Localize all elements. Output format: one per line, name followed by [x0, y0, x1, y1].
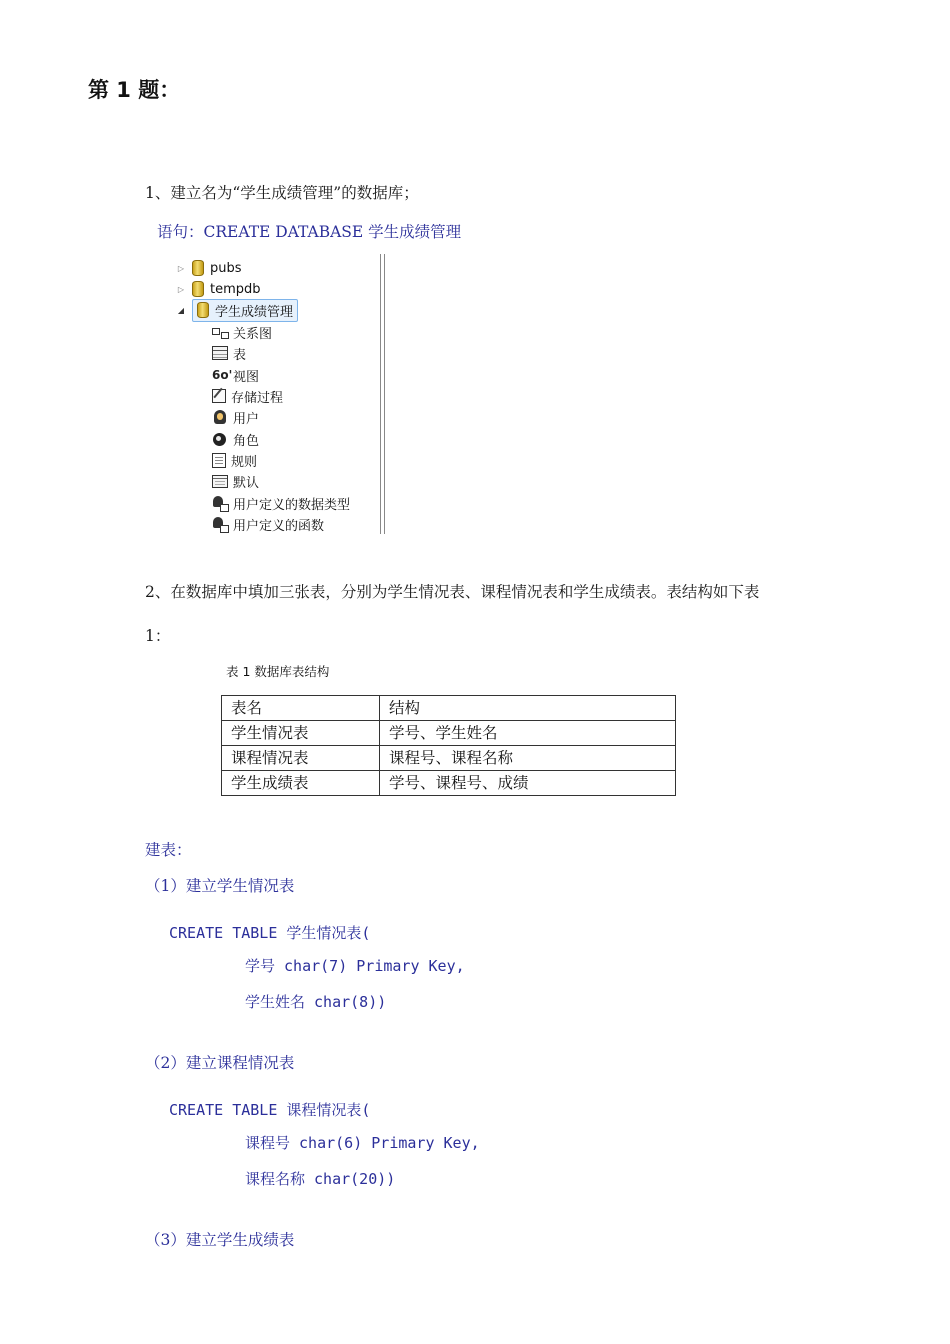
tree-node-label: 学生成绩管理	[215, 304, 294, 320]
user-icon	[212, 410, 228, 425]
rule-icon	[212, 453, 226, 468]
table-structure	[221, 695, 676, 796]
step-1-code-line: CREATE TABLE 学生情况表(	[169, 924, 371, 942]
question-1-statement: 语句：CREATE DATABASE 学生成绩管理	[157, 223, 462, 241]
table-cell: 课程情况表	[222, 746, 380, 771]
page-heading: 第 1 题：	[88, 78, 181, 102]
default-icon	[212, 475, 228, 488]
table-header-cell: 结构	[380, 696, 676, 721]
database-icon	[192, 260, 204, 276]
question-1-text: 1、建立名为“学生成绩管理”的数据库；	[145, 184, 419, 202]
tree-node-diagrams[interactable]	[212, 322, 272, 342]
tree-node-label: 用户定义的函数	[233, 518, 325, 534]
tree-node-label: 表	[233, 347, 247, 363]
view-icon: 6o'	[212, 367, 233, 382]
selected-node-highlight[interactable]	[192, 299, 298, 322]
table-icon	[212, 346, 228, 360]
step-3-title: （3）建立学生成绩表	[145, 1231, 295, 1249]
collapse-arrow-icon[interactable]: ◢	[177, 305, 185, 315]
table-header-row	[222, 696, 676, 721]
tree-node-label: 视图	[233, 369, 260, 385]
step-1-code-line: 学号 char(7) Primary Key,	[245, 957, 465, 975]
table-cell: 学号、课程号、成绩	[380, 771, 676, 796]
object-explorer-tree	[170, 252, 388, 536]
question-2-line-2: 1：	[145, 627, 171, 645]
table-header-cell: 表名	[222, 696, 380, 721]
tree-border-line	[384, 254, 385, 534]
tree-node-user-defined-functions[interactable]	[212, 514, 324, 534]
question-2-line-1: 2、在数据库中填加三张表，分别为学生情况表、课程情况表和学生成绩表。表结构如下表	[145, 583, 760, 601]
tree-node-rules[interactable]	[212, 450, 257, 470]
step-2-code-line: CREATE TABLE 课程情况表(	[169, 1101, 371, 1119]
table-row	[222, 746, 676, 771]
tree-node-tempdb[interactable]	[176, 279, 261, 299]
create-section-title: 建表：	[145, 841, 192, 859]
tree-node-student-grades[interactable]	[176, 300, 298, 320]
tree-node-label: 用户定义的数据类型	[233, 497, 351, 513]
step-1-code-line: 学生姓名 char(8))	[245, 993, 387, 1011]
diagram-icon	[212, 325, 228, 340]
tree-node-label: 默认	[233, 475, 260, 491]
table-cell: 学生成绩表	[222, 771, 380, 796]
tree-node-stored-procedures[interactable]	[212, 386, 283, 406]
step-2-code-line: 课程名称 char(20))	[245, 1170, 396, 1188]
step-1-title: （1）建立学生情况表	[145, 877, 295, 895]
database-icon	[192, 281, 204, 297]
table-cell: 学号、学生姓名	[380, 721, 676, 746]
tree-node-label: tempdb	[210, 281, 261, 297]
tree-node-label: 关系图	[233, 326, 273, 342]
tree-node-user-defined-types[interactable]	[212, 493, 350, 513]
table-row	[222, 771, 676, 796]
table-cell: 课程号、课程名称	[380, 746, 676, 771]
tree-node-label: 规则	[231, 454, 258, 470]
tree-node-label: 存储过程	[231, 390, 284, 406]
user-defined-type-icon	[212, 496, 228, 511]
database-icon	[197, 302, 209, 318]
tree-node-views[interactable]	[212, 365, 259, 385]
tree-node-tables[interactable]	[212, 343, 246, 363]
expand-arrow-icon[interactable]: ▷	[177, 263, 185, 273]
table-cell: 学生情况表	[222, 721, 380, 746]
tree-border-line	[380, 254, 381, 534]
tree-node-roles[interactable]	[212, 429, 259, 449]
stored-procedure-icon	[212, 389, 226, 403]
user-defined-function-icon	[212, 517, 228, 532]
step-2-code-line: 课程号 char(6) Primary Key,	[245, 1134, 480, 1152]
step-2-title: （2）建立课程情况表	[145, 1054, 295, 1072]
tree-node-label: 角色	[233, 433, 260, 449]
tree-node-users[interactable]	[212, 407, 259, 427]
tree-node-label: pubs	[210, 260, 242, 276]
table-caption: 表 1 数据库表结构	[226, 664, 330, 679]
tree-node-defaults[interactable]	[212, 471, 259, 491]
table-row	[222, 721, 676, 746]
role-icon	[212, 432, 228, 447]
tree-node-pubs[interactable]	[176, 258, 242, 278]
expand-arrow-icon[interactable]: ▷	[177, 284, 185, 294]
tree-node-label: 用户	[233, 411, 260, 427]
